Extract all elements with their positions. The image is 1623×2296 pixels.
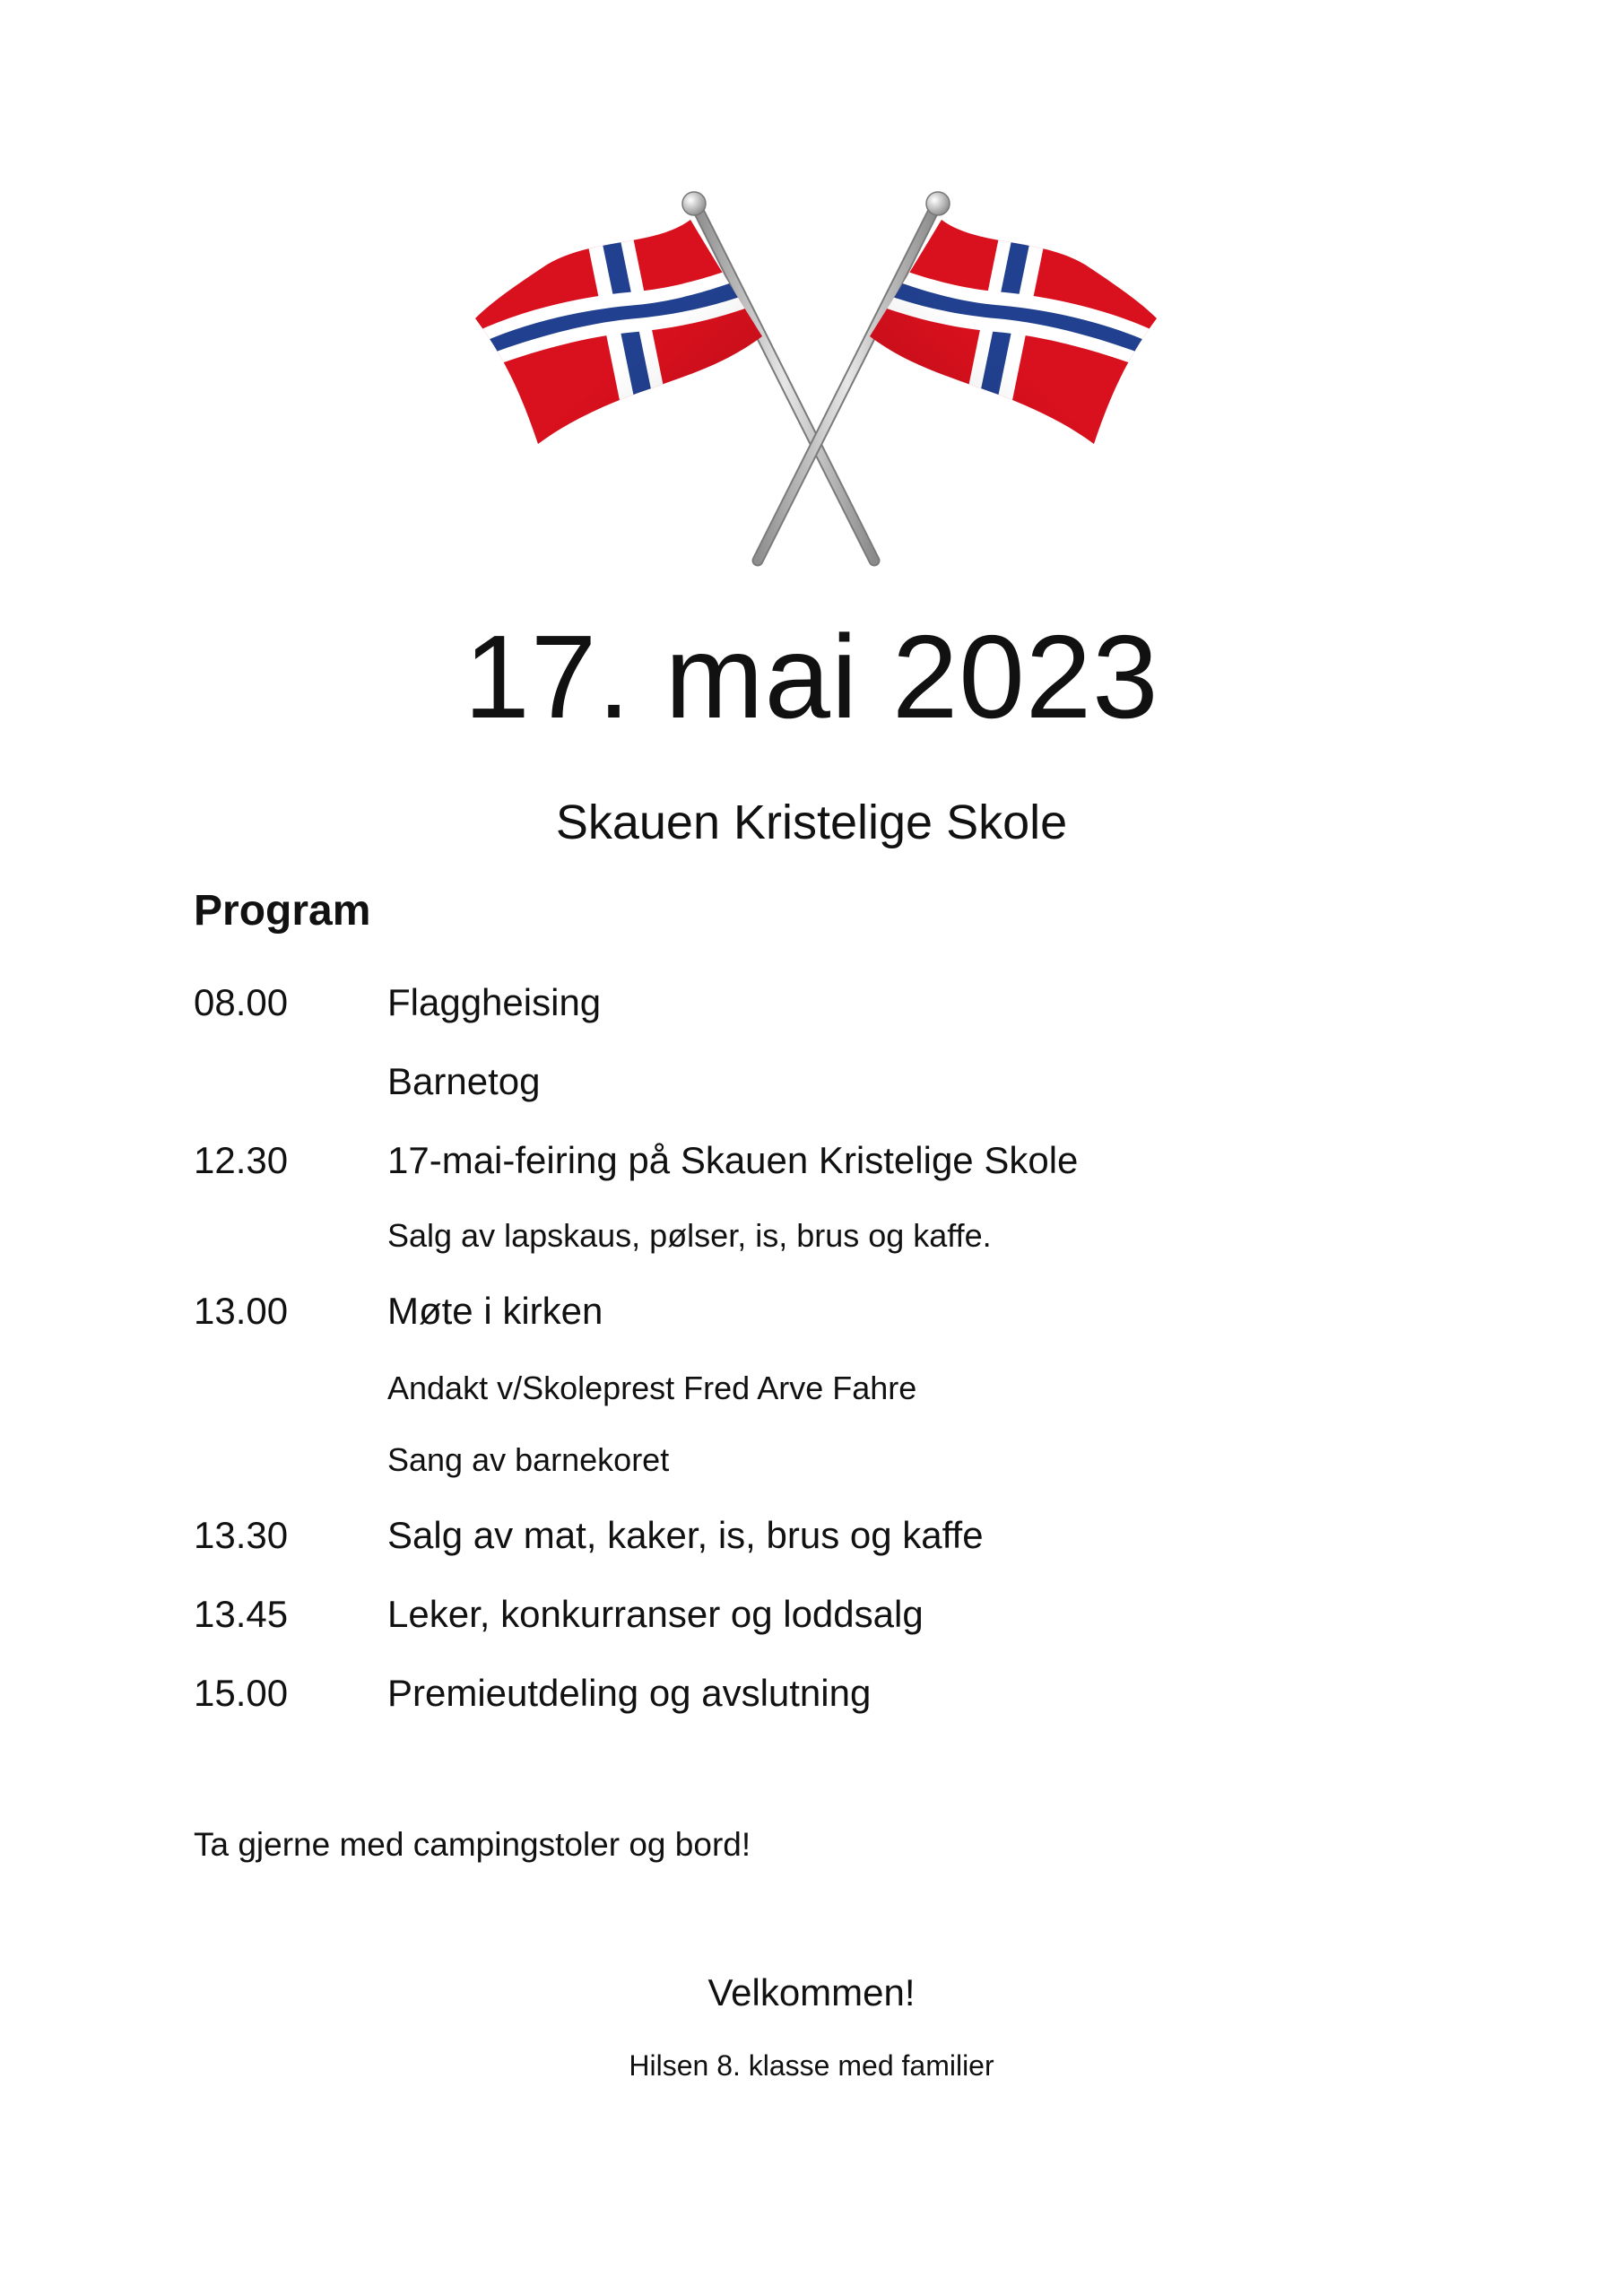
program-text: Salg av mat, kaker, is, brus og kaffe — [387, 1514, 984, 1556]
program-row — [194, 1209, 1449, 1263]
program-time: 08.00 — [194, 981, 289, 1023]
program-text: Møte i kirken — [387, 1290, 603, 1332]
program-time: 15.00 — [194, 1672, 289, 1714]
bring-chairs-note: Ta gjerne med campingstoler og bord! — [194, 1826, 751, 1863]
program-row — [194, 1134, 1449, 1187]
program-text: Sang av barnekoret — [387, 1441, 670, 1478]
program-row — [194, 1433, 1449, 1487]
program-row — [194, 1055, 1449, 1109]
program-text: 17-mai-feiring på Skauen Kristelige Skole — [387, 1139, 1079, 1181]
program-row — [194, 1361, 1449, 1415]
program-row — [194, 1284, 1449, 1338]
welcome-text: Velkommen! — [707, 1971, 916, 2013]
program-text: Flaggheising — [387, 981, 602, 1023]
program-row — [194, 976, 1449, 1030]
program-row — [194, 1509, 1449, 1562]
program-text: Barnetog — [387, 1060, 541, 1102]
program-time: 13.00 — [194, 1290, 289, 1332]
program-heading: Program — [194, 887, 371, 935]
program-time: 13.30 — [194, 1514, 289, 1556]
greeting-signature: Hilsen 8. klasse med familier — [629, 2049, 994, 2082]
page-title: 17. mai 2023 — [464, 611, 1159, 743]
program-time: 12.30 — [194, 1139, 289, 1181]
program-text: Salg av lapskaus, pølser, is, brus og kaffe. — [387, 1217, 992, 1254]
school-name: Skauen Kristelige Skole — [555, 796, 1068, 849]
program-text: Premieutdeling og avslutning — [387, 1672, 872, 1714]
program-text: Andakt v/Skoleprest Fred Arve Fahre — [387, 1370, 917, 1406]
program-row — [194, 1587, 1449, 1641]
program-text: Leker, konkurranser og loddsalg — [387, 1593, 924, 1635]
program-row — [194, 1666, 1449, 1720]
program-time: 13.45 — [194, 1593, 289, 1635]
crossed-norwegian-flags-icon — [466, 184, 1166, 578]
